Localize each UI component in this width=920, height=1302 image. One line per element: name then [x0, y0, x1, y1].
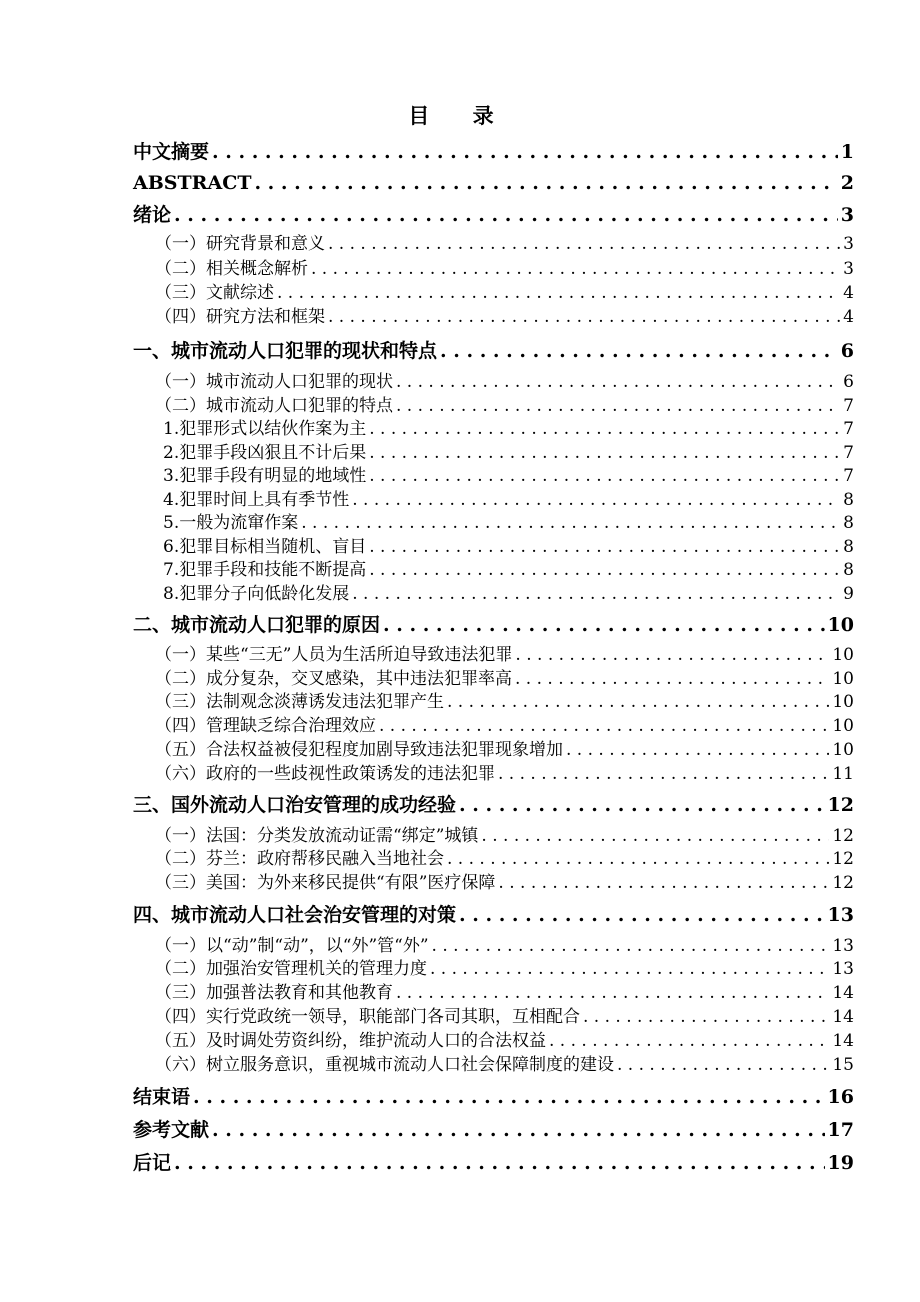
toc-dot-leader: [379, 715, 829, 737]
toc-entry[interactable]: [155, 958, 854, 980]
toc-entry-label: 1.犯罪形式以结伙作案为主: [163, 419, 367, 439]
toc-entry-page-number: 6: [840, 340, 854, 362]
toc-entry-label: （四）研究方法和框架: [155, 307, 325, 327]
toc-entry-label: 结束语: [133, 1086, 191, 1108]
toc-dot-leader: [383, 612, 825, 638]
toc-entry-page-number: 10: [832, 669, 854, 689]
toc-entry[interactable]: [155, 258, 854, 280]
toc-dot-leader: [174, 1150, 825, 1176]
toc-entry-page-number: 14: [832, 1007, 854, 1027]
toc-entry-page-number: 3: [843, 259, 854, 279]
toc-entry-label: 后记: [133, 1152, 172, 1174]
toc-entry-label: （四）管理缺乏综合治理效应: [155, 716, 376, 736]
toc-dot-leader: [277, 282, 840, 304]
toc-entry[interactable]: [133, 170, 854, 196]
toc-entry[interactable]: [163, 465, 854, 487]
toc-entry[interactable]: [155, 1054, 854, 1076]
toc-dot-leader: [212, 1117, 825, 1143]
toc-entry-page-number: 8: [843, 537, 854, 557]
toc-dot-leader: [369, 442, 840, 464]
toc-entry-page-number: 13: [832, 959, 854, 979]
toc-entry[interactable]: [155, 763, 854, 785]
toc-entry-label: （二）加强治安管理机关的管理力度: [155, 959, 427, 979]
toc-entry-label: （六）政府的一些歧视性政策诱发的违法犯罪: [155, 764, 495, 784]
toc-entry-page-number: 12: [832, 873, 854, 893]
toc-dot-leader: [447, 848, 829, 870]
toc-entry[interactable]: [163, 512, 854, 534]
toc-entry-label: 四、城市流动人口社会治安管理的对策: [133, 904, 457, 926]
toc-dot-leader: [459, 902, 825, 928]
toc-dot-leader: [515, 668, 829, 690]
toc-entry-page-number: 8: [843, 513, 854, 533]
toc-entry[interactable]: [155, 282, 854, 304]
toc-dot-leader: [328, 233, 840, 255]
toc-entry-page-number: 1: [840, 141, 854, 163]
toc-dot-leader: [447, 691, 829, 713]
toc-entry[interactable]: [155, 715, 854, 737]
toc-dot-leader: [617, 1054, 829, 1076]
toc-entry[interactable]: [133, 902, 854, 928]
toc-entry-page-number: 3: [843, 234, 854, 254]
toc-entry-page-number: 14: [832, 1031, 854, 1051]
toc-entry-page-number: 10: [832, 740, 854, 760]
toc-dot-leader: [311, 258, 840, 280]
toc-entry-page-number: 13: [827, 904, 854, 926]
toc-entry-page-number: 4: [843, 307, 854, 327]
toc-dot-leader: [432, 935, 830, 957]
toc-entry-label: 绪论: [133, 204, 172, 226]
toc-entry-label: （二）芬兰：政府帮移民融入当地社会: [155, 849, 444, 869]
toc-dot-leader: [459, 792, 825, 818]
toc-entry-page-number: 12: [827, 794, 854, 816]
toc-dot-leader: [254, 170, 837, 196]
toc-entry-page-number: 7: [843, 419, 854, 439]
toc-entry[interactable]: [155, 644, 854, 666]
toc-entry-page-number: 17: [827, 1119, 854, 1141]
toc-entry-page-number: 7: [843, 466, 854, 486]
toc-entry-page-number: 12: [832, 826, 854, 846]
toc-entry[interactable]: [155, 848, 854, 870]
toc-entry[interactable]: [155, 371, 854, 393]
toc-entry-label: ABSTRACT: [133, 172, 252, 194]
toc-entry[interactable]: [155, 872, 854, 894]
toc-dot-leader: [369, 465, 840, 487]
toc-entry-label: （三）文献综述: [155, 283, 274, 303]
toc-dot-leader: [396, 982, 829, 1004]
toc-entry[interactable]: [155, 691, 854, 713]
toc-dot-leader: [440, 338, 838, 364]
toc-entry-page-number: 8: [843, 560, 854, 580]
toc-entry[interactable]: [133, 139, 854, 165]
toc-dot-leader: [328, 306, 840, 328]
toc-entry[interactable]: [155, 739, 854, 761]
toc-title: 目 录: [408, 103, 512, 128]
toc-entry-page-number: 13: [832, 936, 854, 956]
toc-entry[interactable]: [133, 338, 854, 364]
toc-entry-page-number: 19: [827, 1152, 854, 1174]
toc-entry-label: （六）树立服务意识，重视城市流动人口社会保障制度的建设: [155, 1055, 614, 1075]
toc-entry-label: 5.一般为流窜作案: [163, 513, 299, 533]
toc-entry-label: （一）城市流动人口犯罪的现状: [155, 372, 393, 392]
toc-entry[interactable]: [133, 612, 854, 638]
toc-entry[interactable]: [155, 395, 854, 417]
toc-entry[interactable]: [163, 559, 854, 581]
toc-entry-page-number: 4: [843, 283, 854, 303]
toc-entry-label: （二）成分复杂，交叉感染，其中违法犯罪率高: [155, 669, 512, 689]
toc-entry-label: 一、城市流动人口犯罪的现状和特点: [133, 340, 438, 362]
toc-entry[interactable]: [163, 442, 854, 464]
toc-entry-label: （三）法制观念淡薄诱发违法犯罪产生: [155, 692, 444, 712]
toc-dot-leader: [430, 958, 829, 980]
toc-dot-leader: [515, 644, 829, 666]
toc-dot-leader: [498, 763, 829, 785]
toc-entry-label: （四）实行党政统一领导，职能部门各司其职，互相配合: [155, 1007, 580, 1027]
toc-entry[interactable]: [163, 536, 854, 558]
toc-entry-label: 2.犯罪手段凶狠且不计后果: [163, 443, 367, 463]
toc-entry-page-number: 11: [832, 764, 854, 784]
toc-entry-label: （一）法国：分类发放流动证需“绑定”城镇: [155, 826, 479, 846]
toc-entry-page-number: 10: [832, 645, 854, 665]
toc-entry-label: （五）及时调处劳资纠纷，维护流动人口的合法权益: [155, 1031, 546, 1051]
toc-dot-leader: [369, 559, 840, 581]
toc-entry[interactable]: [155, 668, 854, 690]
toc-entry-page-number: 10: [832, 716, 854, 736]
toc-entry[interactable]: [155, 935, 854, 957]
toc-dot-leader: [498, 872, 829, 894]
toc-entry[interactable]: [133, 1150, 854, 1176]
toc-dot-leader: [352, 489, 840, 511]
toc-dot-leader: [193, 1084, 825, 1110]
toc-entry-page-number: 2: [840, 172, 854, 194]
toc-entry[interactable]: [163, 418, 854, 440]
toc-dot-leader: [369, 418, 840, 440]
toc-entry-label: （一）以“动”制“动”，以“外”管“外”: [155, 936, 429, 956]
toc-entry[interactable]: [155, 825, 854, 847]
toc-entry-label: （三）美国：为外来移民提供“有限”医疗保障: [155, 873, 496, 893]
toc-entry-label: （二）城市流动人口犯罪的特点: [155, 396, 393, 416]
toc-entry[interactable]: [155, 982, 854, 1004]
toc-dot-leader: [583, 1006, 829, 1028]
toc-entry-page-number: 7: [843, 396, 854, 416]
toc-dot-leader: [549, 1030, 829, 1052]
toc-entry-page-number: 15: [832, 1055, 854, 1075]
toc-dot-leader: [481, 825, 829, 847]
toc-entry[interactable]: [155, 233, 854, 255]
toc-entry[interactable]: [155, 1030, 854, 1052]
toc-entry-page-number: 10: [827, 614, 854, 636]
toc-entry-label: 8.犯罪分子向低龄化发展: [163, 584, 350, 604]
toc-entry-page-number: 12: [832, 849, 854, 869]
toc-dot-leader: [301, 512, 840, 534]
toc-entry-label: （三）加强普法教育和其他教育: [155, 983, 393, 1003]
toc-entry[interactable]: [155, 1006, 854, 1028]
toc-entry-label: 7.犯罪手段和技能不断提高: [163, 560, 367, 580]
toc-dot-leader: [566, 739, 829, 761]
toc-entry-page-number: 10: [832, 692, 854, 712]
toc-entry[interactable]: [163, 489, 854, 511]
toc-dot-leader: [174, 202, 838, 228]
toc-dot-leader: [369, 536, 840, 558]
toc-dot-leader: [352, 583, 840, 605]
toc-entry-label: 4.犯罪时间上具有季节性: [163, 490, 350, 510]
toc-dot-leader: [396, 371, 840, 393]
toc-entry-label: 中文摘要: [133, 141, 210, 163]
toc-entry-page-number: 6: [843, 372, 854, 392]
toc-entry-page-number: 9: [843, 584, 854, 604]
toc-entry[interactable]: [133, 792, 854, 818]
toc-entry-label: 参考文献: [133, 1119, 210, 1141]
toc-entry[interactable]: [155, 306, 854, 328]
toc-entry-label: （二）相关概念解析: [155, 259, 308, 279]
toc-entry-label: （一）研究背景和意义: [155, 234, 325, 254]
toc-entry-page-number: 14: [832, 983, 854, 1003]
toc-entry-label: 3.犯罪手段有明显的地域性: [163, 466, 367, 486]
toc-entry-page-number: 7: [843, 443, 854, 463]
toc-entry-label: 三、国外流动人口治安管理的成功经验: [133, 794, 457, 816]
toc-entry[interactable]: [133, 1117, 854, 1143]
toc-entry[interactable]: [163, 583, 854, 605]
toc-entry-page-number: 8: [843, 490, 854, 510]
toc-entry-label: （一）某些“三无”人员为生活所迫导致违法犯罪: [155, 645, 513, 665]
toc-entry-label: 二、城市流动人口犯罪的原因: [133, 614, 381, 636]
toc-dot-leader: [212, 139, 838, 165]
toc-entry[interactable]: [133, 1084, 854, 1110]
toc-entry-page-number: 3: [840, 204, 854, 226]
toc-entry-label: 6.犯罪目标相当随机、盲目: [163, 537, 367, 557]
toc-dot-leader: [396, 395, 840, 417]
toc-entry-page-number: 16: [827, 1086, 854, 1108]
toc-entry[interactable]: [133, 202, 854, 228]
toc-entry-label: （五）合法权益被侵犯程度加剧导致违法犯罪现象增加: [155, 740, 563, 760]
